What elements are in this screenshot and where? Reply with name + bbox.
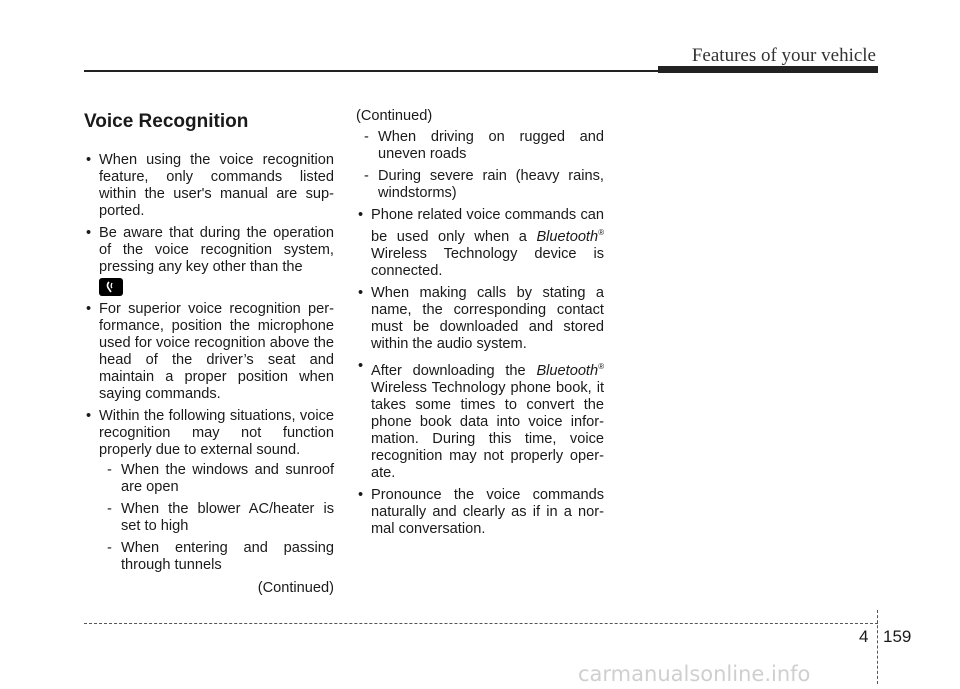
chapter-number: 4 [859, 627, 869, 646]
bullet-item: • After downloading the Bluetooth® Wireless Technology phone book, it takes some times to convert the phone book data into voice infor- mation. During this time, voice recognition may not properly oper- ate. [356, 358, 604, 482]
bluetooth-brand: Bluetooth® [536, 361, 605, 379]
header-rule-accent [658, 66, 878, 73]
left-bullet-list [84, 152, 334, 574]
situation-list [99, 462, 334, 574]
bullet-item: • Pronounce the voice commands naturally and clearly as if in a nor- mal conversation. [356, 487, 604, 538]
voice-talk-icon [99, 278, 123, 296]
bullet-text: Within the following situations, voice recognition may not function properly due to external sound. [99, 408, 334, 458]
page-header-title: Features of your vehicle [691, 45, 876, 66]
situation-item: - When driving on rugged and uneven roads [356, 129, 604, 163]
section-title: Voice Recognition [84, 111, 249, 132]
bullet-item: • Phone related voice commands can be used only when a Bluetooth® Wireless Technology device is connected. [356, 207, 604, 280]
page-number: 159 [883, 627, 912, 646]
footer-rule [84, 623, 878, 624]
situation-item: - During severe rain (heavy rains, windstorms) [356, 168, 604, 202]
bullet-item: • When making calls by stating a name, the corresponding contact must be downloaded and stored within the audio system. [356, 285, 604, 353]
situation-item: - When entering and passing through tunnels [99, 540, 334, 574]
footer-divider [877, 610, 878, 684]
situation-list [356, 129, 604, 202]
situation-item: - When the blower AC/heater is set to high [99, 501, 334, 535]
continued-label: (Continued) [356, 108, 433, 124]
situation-item: - When the windows and sunroof are open [99, 462, 334, 496]
right-column [356, 108, 604, 543]
bullet-item [84, 408, 334, 574]
bullet-item [84, 225, 334, 296]
bullet-text: Be aware that during the operation of the voice recognition system, pressing any key other than the [99, 225, 334, 275]
watermark: carmanualsonline.info [578, 662, 811, 686]
continued-label: (Continued) [257, 580, 334, 596]
left-column [84, 108, 334, 597]
bullet-item: • For superior voice recognition per- formance, position the microphone used for voice recognition above the head of the driver’s seat and maintain a proper position when saying commands. [84, 301, 334, 403]
bluetooth-brand: Bluetooth® [536, 228, 605, 245]
bullet-item: • When using the voice recognition feature, only commands listed within the user's manual are sup- ported. [84, 152, 334, 220]
right-bullet-list [356, 207, 604, 538]
